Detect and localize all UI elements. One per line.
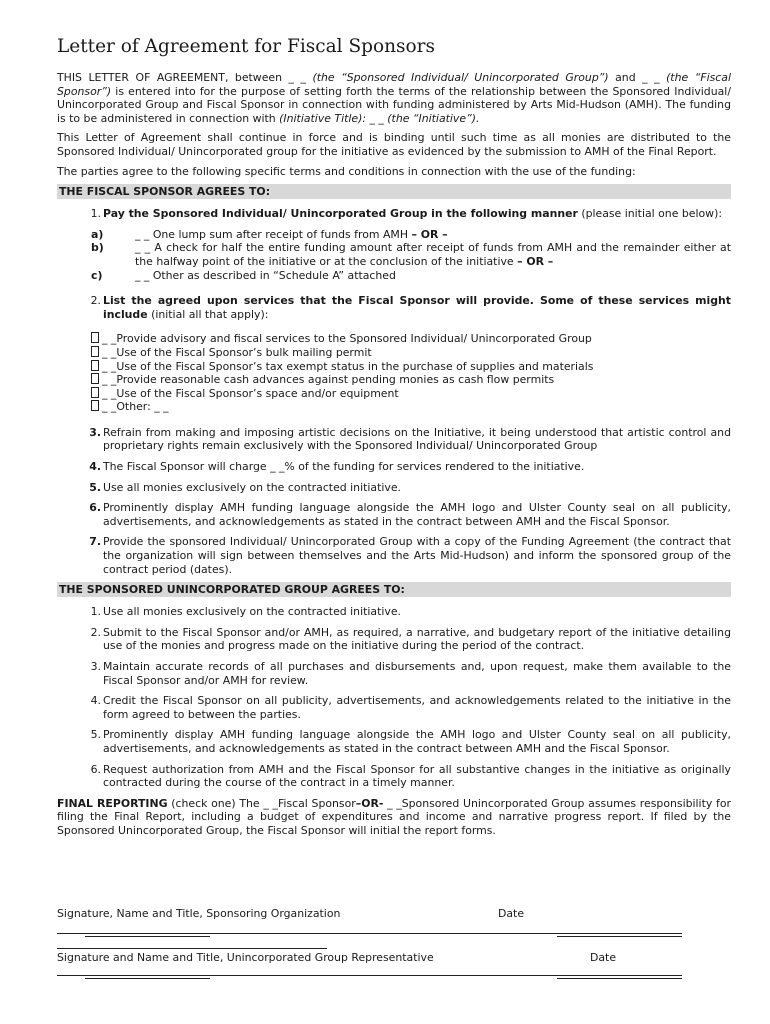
- item-number: 2.: [90, 294, 101, 308]
- group-heading: THE SPONSORED UNINCORPORATED GROUP AGREES TO:: [57, 582, 731, 597]
- service-row: [91, 373, 731, 387]
- checkbox[interactable]: [91, 400, 99, 411]
- item-text: Prominently display AMH funding language alongside the AMH logo and Ulster County seal on all publicity, advertisements, and acknowledgements as stated in the contract between AMH and the Fiscal Sponsor.: [103, 728, 731, 755]
- group-item-4: [57, 694, 731, 721]
- item-number: 1.: [90, 207, 101, 221]
- service-row: [91, 360, 731, 374]
- fiscal-item-7: [57, 535, 731, 576]
- intro-paragraph-3: The parties agree to the following specific terms and conditions in connection with the use of the funding:: [57, 164, 636, 178]
- intro-text: is entered into for the purpose of setting forth the terms of the relationship between the Sponsored Individual/ Unincorporated Group and Fiscal Sponsor in connection with funding administered by Arts Mid-Hudson (AMH). The funding is to be administered in connection with: [57, 84, 731, 125]
- item-text: Request authorization from AMH and the Fiscal Sponsor for all substantive changes in the initiative as originally contracted during the course of the contract in a timely manner.: [103, 762, 731, 790]
- fiscal-item-2: [57, 294, 731, 321]
- option-or: – OR –: [517, 254, 554, 268]
- payment-option-b: [57, 241, 731, 268]
- item-text: Refrain from making and imposing artistic decisions on the Initiative, it being understood that artistic control and proprietary rights remain exclusively with the Sponsored Individual/ Unincorporated Group: [103, 425, 731, 453]
- sponsor-date-underline[interactable]: [557, 936, 682, 937]
- service-row: [91, 387, 731, 401]
- service-text: _ _Use of the Fiscal Sponsor’s bulk mailing permit: [102, 345, 372, 359]
- option-label: a): [91, 227, 104, 241]
- rep-date-underline[interactable]: [557, 978, 682, 979]
- fiscal-sponsor-heading: THE FISCAL SPONSOR AGREES TO:: [57, 184, 731, 199]
- item-text: Submit to the Fiscal Sponsor and/or AMH, as required, a narrative, and budgetary report of the initiative detailing use of the monies and progress made on the initiative during the period of the contract.: [103, 625, 731, 653]
- intro-text: THIS LETTER OF AGREEMENT, between _ _: [57, 71, 313, 84]
- fiscal-item-3: [57, 426, 731, 453]
- fiscal-item-4: [57, 460, 731, 474]
- group-item-3: [57, 660, 731, 687]
- item-number: 7.: [89, 535, 101, 549]
- document-page: [57, 36, 731, 844]
- payment-option-a: [57, 228, 731, 242]
- final-text: _ _Sponsored Unincorporated Group assumes responsibility for filing the Final Report, including a budget of expenditures and income and narrative progress report. If filed by the Sponsored Unincorporated Group, the Fiscal Sponsor will initial the report forms.: [57, 796, 731, 837]
- item-text: Use all monies exclusively on the contracted initiative.: [103, 605, 401, 619]
- intro-paragraph-1: [57, 71, 731, 125]
- intro-text: and _ _: [608, 71, 667, 84]
- service-text: _ _Provide reasonable cash advances against pending monies as cash flow permits: [102, 373, 555, 387]
- group-item-5: [57, 728, 731, 755]
- item-text: Use all monies exclusively on the contracted initiative.: [103, 480, 401, 494]
- item-number: 1.: [90, 605, 101, 619]
- sponsor-signature-line[interactable]: [57, 933, 682, 934]
- item-number: 5.: [90, 728, 101, 742]
- option-label: b): [91, 241, 104, 255]
- final-reporting: [57, 797, 731, 838]
- final-or: –OR-: [355, 796, 384, 810]
- item-number: 6.: [90, 762, 101, 776]
- service-row: [91, 400, 731, 414]
- separator-line: [57, 948, 327, 949]
- option-text: _ _ Other as described in “Schedule A” attached: [135, 268, 396, 282]
- group-item-1: [57, 605, 731, 619]
- item-number: 6.: [89, 501, 101, 515]
- item-bold-text: List the agreed upon services that the Fiscal Sponsor will provide. Some of these services might include: [103, 294, 731, 321]
- rep-signature-underline: [85, 978, 210, 979]
- sponsor-date-label: Date: [498, 907, 525, 920]
- item-text: Prominently display AMH funding language alongside the AMH logo and Ulster County seal on all publicity, advertisements, and acknowledgements as stated in the contract between AMH and the Fiscal Sponsor.: [103, 501, 731, 528]
- checkbox[interactable]: [91, 332, 99, 343]
- fiscal-item-1: [57, 207, 731, 221]
- service-text: _ _Use of the Fiscal Sponsor’s space and/or equipment: [102, 386, 399, 400]
- option-text: _ _ A check for half the entire funding amount after receipt of funds from AMH and the remainder either at the halfway point of the initiative or at the conclusion of the initiative: [135, 241, 731, 268]
- item-number: 3.: [89, 425, 101, 439]
- item-number: 2.: [90, 625, 101, 639]
- item-text: Provide the sponsored Individual/ Unincorporated Group with a copy of the Funding Agreement (the contract that the organization will sign between themselves and the Arts Mid-Hudson) and inform the sponsored group of the contract period (dates).: [103, 535, 731, 576]
- sponsor-signature-underline: [85, 936, 210, 937]
- intro-text: (the “Sponsored Individual/ Unincorporated Group”): [312, 71, 609, 84]
- service-text: _ _Use of the Fiscal Sponsor’s tax exempt status in the purchase of supplies and materials: [102, 359, 594, 373]
- intro-text: (Initiative Title): _ _ (the “Initiative”).: [279, 111, 480, 125]
- final-text: (check one) The _ _Fiscal Sponsor: [167, 796, 356, 810]
- checkbox[interactable]: [91, 360, 99, 371]
- item-number: 5.: [89, 480, 101, 494]
- services-checklist: [91, 332, 731, 414]
- fiscal-item-5: [57, 481, 731, 495]
- payment-option-c: [57, 269, 731, 283]
- group-item-2: [57, 626, 731, 653]
- intro-text: (the “Fiscal Sponsor”): [57, 71, 731, 98]
- fiscal-item-6: [57, 501, 731, 528]
- option-or: – OR –: [411, 227, 448, 241]
- checkbox[interactable]: [91, 373, 99, 384]
- rep-date-label: Date: [590, 951, 617, 964]
- option-label: c): [91, 268, 103, 282]
- service-text: _ _Other: _ _: [102, 400, 169, 414]
- rep-signature-line[interactable]: [57, 975, 682, 976]
- page-title: Letter of Agreement for Fiscal Sponsors: [57, 36, 435, 57]
- item-text: The Fiscal Sponsor will charge _ _% of the funding for services rendered to the initiative.: [103, 460, 585, 474]
- option-text: _ _ One lump sum after receipt of funds from AMH: [135, 227, 412, 241]
- service-row: [91, 346, 731, 360]
- service-row: [91, 332, 731, 346]
- item-number: 4.: [89, 460, 101, 474]
- checkbox[interactable]: [91, 346, 99, 357]
- service-text: _ _Provide advisory and fiscal services to the Sponsored Individual/ Unincorporated Group: [102, 332, 592, 346]
- item-number: 3.: [90, 660, 101, 673]
- final-label: FINAL REPORTING: [57, 796, 168, 810]
- group-item-6: [57, 763, 731, 790]
- item-text: Credit the Fiscal Sponsor on all publicity, advertisements, and acknowledgements related to the initiative in the form agreed to between the parties.: [103, 694, 731, 721]
- intro-paragraph-2: This Letter of Agreement shall continue in force and is binding until such time as all monies are distributed to the Sponsored Individual/ Unincorporated group for the initiative as evidenced by the submission to AMH of the Final Report.: [57, 131, 731, 158]
- item-text: (please initial one below):: [577, 207, 722, 221]
- item-bold-text: Pay the Sponsored Individual/ Unincorporated Group in the following manner: [103, 207, 578, 221]
- rep-signature-label: Signature and Name and Title, Unincorporated Group Representative: [57, 951, 434, 964]
- item-text: Maintain accurate records of all purchases and disbursements and, upon request, make them available to the Fiscal Sponsor and/or AMH for review.: [103, 660, 731, 687]
- item-text: (initial all that apply):: [147, 307, 269, 321]
- checkbox[interactable]: [91, 387, 99, 398]
- item-number: 4.: [90, 694, 101, 708]
- sponsor-signature-label: Signature, Name and Title, Sponsoring Organization: [57, 907, 341, 920]
